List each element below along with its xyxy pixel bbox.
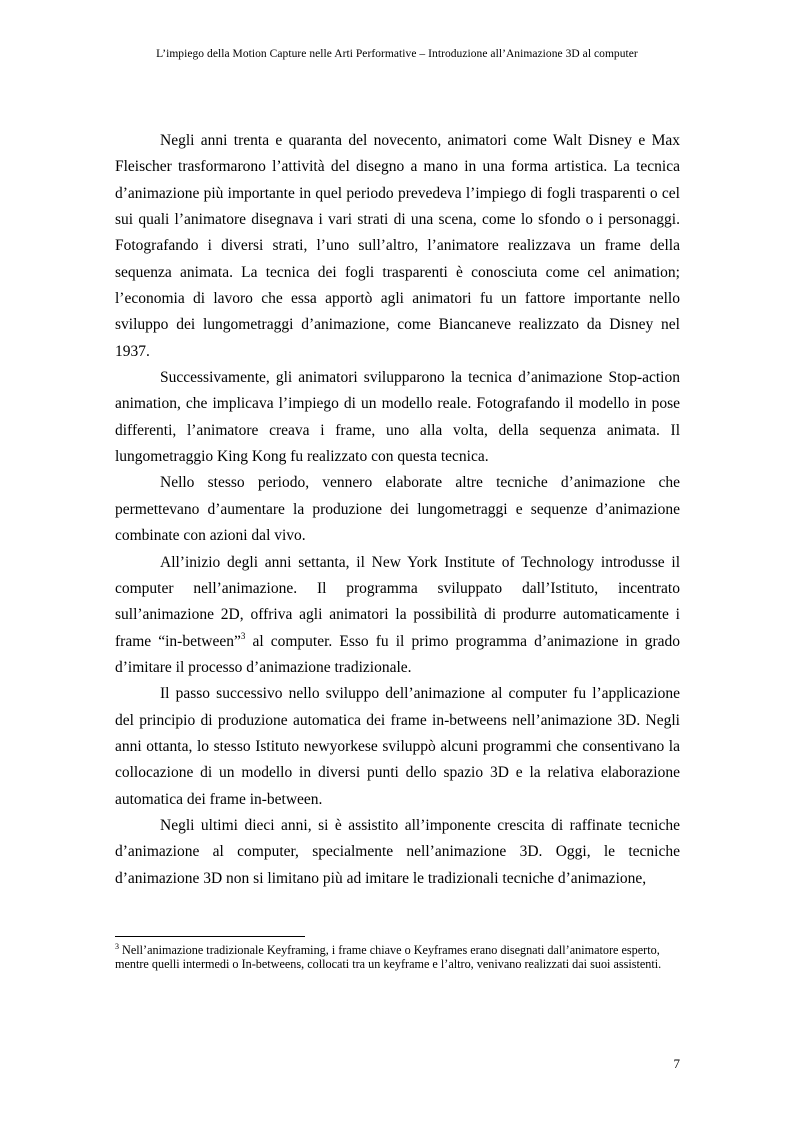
- footnote-reference[interactable]: 3: [240, 630, 246, 641]
- paragraph-4-text-after-note: al computer. Esso fu il primo programma d’animazione in grado d’imitare il processo d’animazione tradizionale.: [115, 632, 680, 676]
- footnote-separator: [115, 936, 305, 937]
- paragraph-4-text-before-note: All’inizio degli anni settanta, il New York Institute of Technology introdusse il computer nell’animazione. Il programma sviluppato dall’Istituto, incentrato sull’animazione 2D, offriva agli animatori la possibilità di produrre automaticamente i frame “in-between”: [115, 553, 680, 650]
- footnote-text: Nell’animazione tradizionale Keyframing, i frame chiave o Keyframes erano disegnati dall’animatore esperto, mentre quelli intermedi o In-betweens, collocati tra un keyframe e l’altro, venivano realizzati dai suoi assistenti.: [115, 943, 662, 972]
- paragraph-6: Negli ultimi dieci anni, si è assistito all’imponente crescita di raffinate tecniche d’animazione al computer, specialmente nell’animazione 3D. Oggi, le tecniche d’animazione 3D non si limitano più ad imitare le tradizionali tecniche d’animazione,: [115, 816, 680, 887]
- footnote-number: 3: [115, 942, 119, 951]
- paragraph-4: [115, 550, 680, 682]
- running-header: L’impiego della Motion Capture nelle Arti Performative – Introduzione all’Animazione 3D al computer: [156, 48, 638, 60]
- paragraph-5: Il passo successivo nello sviluppo dell’animazione al computer fu l’applicazione del principio di produzione automatica dei frame in-betweens nell’animazione 3D. Negli anni ottanta, lo stesso Istituto newyorkese sviluppò alcuni programmi che consentivano la collocazione di un modello in diversi punti dello spazio 3D e la relativa elaborazione automatica dei frame in-between.: [115, 685, 680, 808]
- footnote: [115, 943, 680, 972]
- body-text: [115, 128, 680, 892]
- page-number: 7: [673, 1056, 680, 1071]
- paragraph-1: Negli anni trenta e quaranta del novecento, animatori come Walt Disney e Max Fleischer trasformarono l’attività del disegno a mano in una forma artistica. La tecnica d’animazione più importante in quel periodo prevedeva l’impiego di fogli trasparenti o cel sui quali l’animatore disegnava i vari strati di una scena, come lo sfondo o i personaggi. Fotografando i diversi strati, l’uno sull’altro, l’animatore realizzava un frame della sequenza animata. La tecnica dei fogli trasparenti è conosciuta come cel animation; l’economia di lavoro che essa apportò agli animatori fu un fattore importante nello sviluppo dei lungometraggi d’animazione, come Biancaneve realizzato da Disney nel 1937.: [115, 132, 680, 360]
- paragraph-3: Nello stesso periodo, vennero elaborate altre tecniche d’animazione che permettevano d’aumentare la produzione dei lungometraggi e sequenze d’animazione combinate con azioni dal vivo.: [115, 474, 680, 545]
- paragraph-2: Successivamente, gli animatori svilupparono la tecnica d’animazione Stop-action animation, che implicava l’impiego di un modello reale. Fotografando il modello in pose differenti, l’animatore creava i frame, uno alla volta, della sequenza animata. Il lungometraggio King Kong fu realizzato con questa tecnica.: [115, 369, 680, 466]
